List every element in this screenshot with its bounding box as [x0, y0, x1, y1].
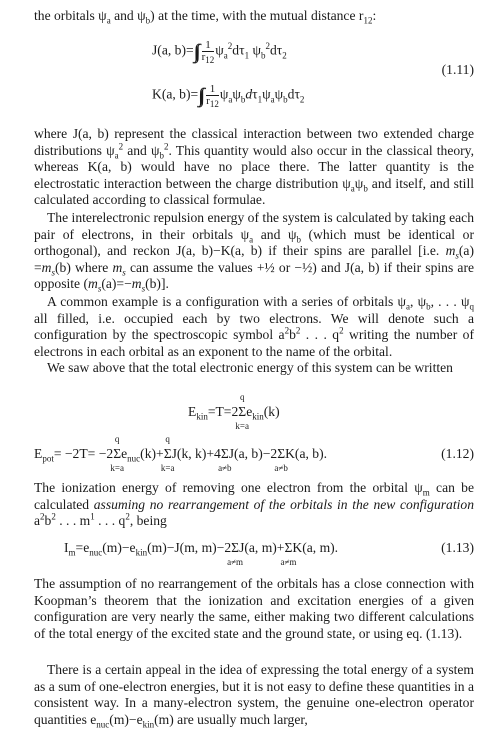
equation-ekin: $E_{kin}=T=2\Sigma$ q k=a $e_{kin}(k)$	[188, 392, 280, 431]
equation-epot: $E_{pot}= -2T= -2\Sigma$ q k=a $e_{nuc}(k)+\Sigma$ q k=a J(k, k)+4Σ a≠b J(a, b)−2Σ a≠b K(a, b).	[34, 434, 328, 473]
paragraph-2: The interelectronic repulsion energy of the system is calculated by taking each pair of electrons, in their orbitals $\psi_a$ and $\psi_b$ (which must be identical or orthogonal), and reckon J(a, b)−K(a, b) if their spins are parallel [i.e. $m_s(a) =m_s(b)$ where $m_s$ can assume the values +½ or −½) and J(a, b) if their spins are opposite $(m_s(a)=-m_s(b)]$.	[34, 210, 475, 295]
equation-number-1-13: (1.13)	[441, 540, 474, 555]
paragraph-5: The ionization energy of removing one electron from the orbital $\psi_m$ can be calculated assuming no rearrangement of the orbitals in the new configuration $a^2b^2$ . . . $m^1$ . . . $q^2$, being	[34, 480, 474, 529]
paragraph-3: A common example is a configuration with a series of orbitals $\psi_a$, $\psi_b$, . . . $\psi_q$ all filled, i.e. occupied each by two electrons. We will denote such a configuration by the spectroscopic symbol $a^2b^2$ . . . $q^2$ writing the number of electrons in each orbital as an exponent to the name of the orbital.	[34, 294, 474, 359]
paragraph-4: We saw above that the total electronic energy of this system can be written	[47, 360, 453, 375]
equation-number-1-11: (1.11)	[441, 62, 474, 77]
paragraph-6: The assumption of no rearrangement of the orbitals has a close connection with Koopman’s theorem that the ionization and excitation energies of a given configuration are very nearly the same, either making two different calculations of the total energy of the excited state and the ground state, or using eq. (1.13).	[34, 576, 474, 641]
paragraph-7: There is a certain appeal in the idea of expressing the total energy of a system as a sum of one-electron energies, but it is not easy to define these quantities in a consistent way. In a many-electron system, the genuine one-electron operator quantities $e_{nuc}(m)-e_{kin}(m)$ are usually much larger,	[34, 662, 474, 730]
equation-number-1-12: (1.12)	[441, 446, 474, 461]
equation-j: J(a, b)=∫∫ $\frac{1}{r_{12}}$ $\psi_a^2d\tau_1$ $\psi_b^2d\tau_2$	[152, 39, 287, 66]
equation-k: K(a, b)=∫∫ $\frac{1}{r_{12}}$ $\psi_a\psi_bd\tau_1\psi_a\psi_bd\tau_2$	[152, 83, 305, 110]
paragraph-1: where J(a, b) represent the classical interaction between two extended charge distributions $\psi_a^2$ and $\psi_b^2$. This quantity would also occur in the classical theory, whereas K(a, b) would have no place there. The latter quantity is the electrostatic interaction between the charge distribution $\psi_a\psi_b$ and itself, and still calculated according to classical formulae.	[34, 126, 474, 208]
equation-ionization: $I_m=e_{nuc}(m)-e_{kin}(m)-J(m$, m)−2Σ a≠m J(a, m)+Σ a≠m K(a, m).	[64, 540, 339, 567]
intro-line: the orbitals $\psi_a$ and $\psi_b$) at the time, with the mutual distance $r_{12}$:	[34, 8, 377, 26]
